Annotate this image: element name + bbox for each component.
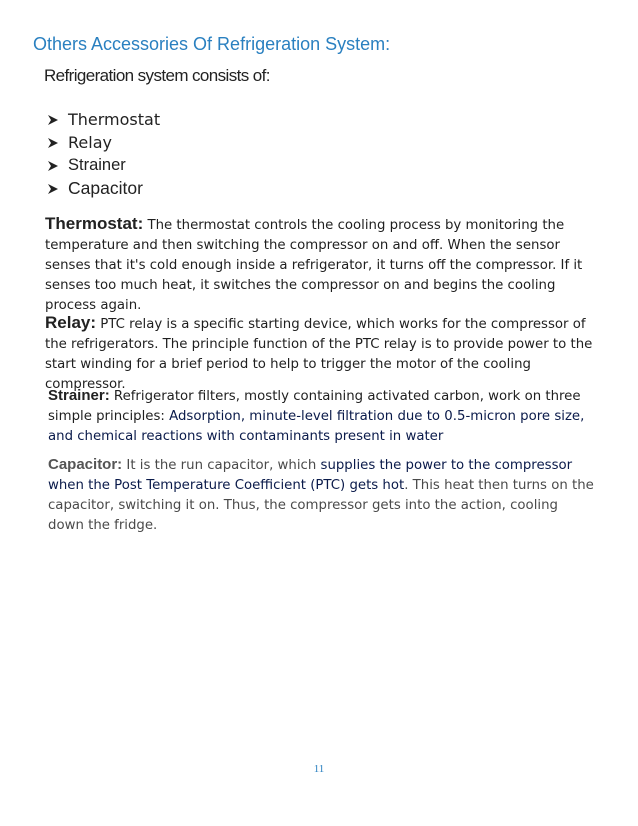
list-item: [47, 177, 160, 200]
arrow-bullet-icon: [47, 183, 59, 195]
capacitor-text-part2: supplies the power to the compressor when the Post Temperature Coefficient (PTC) gets hot: [48, 458, 573, 493]
list-item-label: Thermostat: [68, 110, 161, 129]
page-heading: Others Accessories Of Refrigeration System:: [33, 34, 391, 54]
component-list: [47, 108, 160, 200]
list-item-label: Strainer: [68, 156, 126, 174]
list-item: [47, 131, 160, 154]
relay-text: PTC relay is a specific starting device, which works for the compressor of the refrigerators. The principle function of the PTC relay is to provide power to the start winding for a brief period to help to trigger the motor of the cooling compressor.: [45, 317, 593, 392]
thermostat-paragraph: [45, 214, 600, 316]
capacitor-text-part1: It is the run capacitor, which: [126, 458, 321, 473]
strainer-text-part2: Adsorption, minute-level filtration due to 0.5-micron pore size, and chemical reactions with contaminants present in water: [48, 409, 585, 444]
list-item: [47, 154, 160, 177]
page-number: 11: [313, 763, 325, 775]
thermostat-term: Thermostat:: [45, 214, 144, 233]
capacitor-term: Capacitor:: [48, 456, 123, 473]
relay-paragraph: [45, 313, 605, 395]
list-item-label: Relay: [68, 133, 112, 152]
intro-subheading: Refrigeration system consists of:: [44, 66, 270, 85]
list-item: [47, 108, 160, 131]
thermostat-text: The thermostat controls the cooling process by monitoring the temperature and then switching the compressor on and off. When the sensor senses that it's cold enough inside a refrigerator, it turns off the compressor. If it senses too much heat, it switches the compressor on and begins the cooling process again.: [45, 218, 583, 313]
capacitor-paragraph: [48, 455, 598, 536]
arrow-bullet-icon: [47, 114, 59, 126]
strainer-paragraph: [48, 386, 598, 447]
capacitor-text-part3: . This heat then turns on the capacitor, switching it on. Thus, the compressor gets into the action, cooling down the fridge.: [48, 478, 594, 533]
list-item-label: Capacitor: [68, 178, 143, 198]
strainer-term: Strainer:: [48, 387, 110, 404]
relay-term: Relay:: [45, 313, 97, 332]
arrow-bullet-icon: [47, 160, 59, 172]
arrow-bullet-icon: [47, 137, 59, 149]
strainer-text-part1: Refrigerator filters, mostly containing activated carbon, work on three simple principles:: [48, 389, 581, 424]
